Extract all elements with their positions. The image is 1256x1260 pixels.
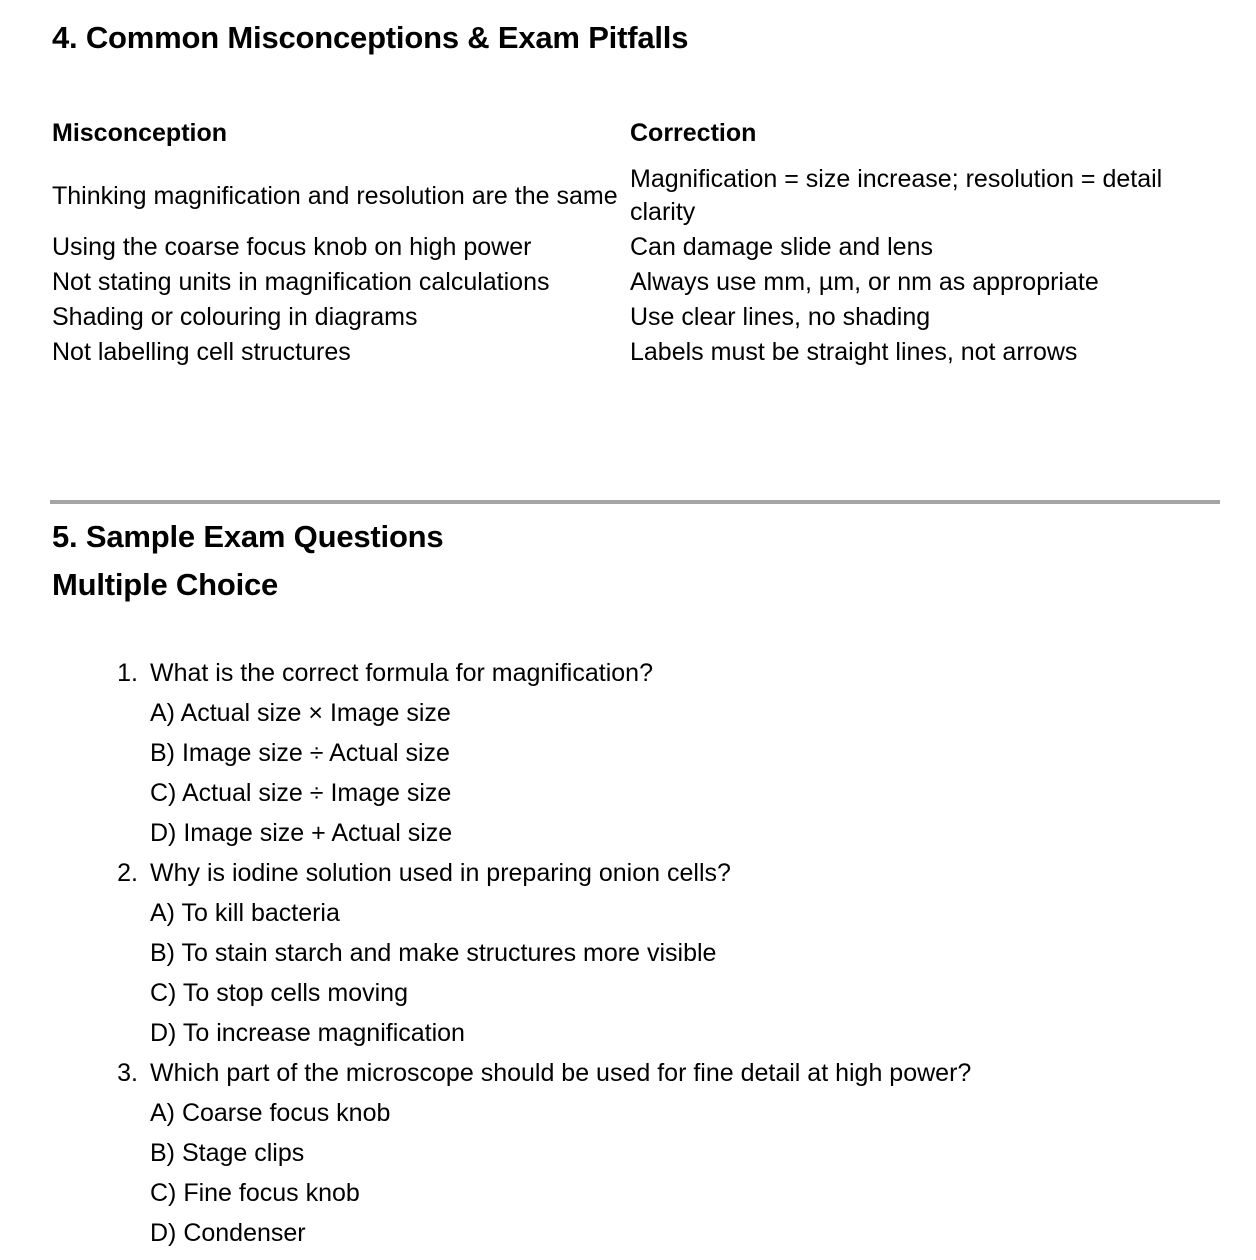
question-text: What is the correct formula for magnification?: [150, 659, 653, 687]
table-row: [52, 265, 1222, 300]
option-list: [150, 893, 1240, 1053]
cell-misconception: Not labelling cell structures: [52, 338, 351, 366]
misconceptions-table: [52, 118, 1222, 370]
cell-correction: Use clear lines, no shading: [630, 303, 931, 331]
option-item[interactable]: B) To stain starch and make structures more visible: [150, 939, 717, 967]
option-item[interactable]: C) Actual size ÷ Image size: [150, 779, 452, 807]
cell-misconception: Shading or colouring in diagrams: [52, 303, 418, 331]
question-item: [60, 653, 1240, 853]
option-item[interactable]: D) Condenser: [150, 1219, 306, 1247]
cell-correction: Always use mm, µm, or nm as appropriate: [630, 268, 1099, 296]
section-divider: [50, 500, 1220, 504]
section-5-heading: 5. Sample Exam Questions: [52, 519, 444, 554]
table-row: [52, 335, 1222, 370]
option-item[interactable]: D) Image size + Actual size: [150, 819, 453, 847]
option-item[interactable]: A) Actual size × Image size: [150, 699, 451, 727]
table-row: [52, 162, 1222, 230]
question-list: [60, 653, 1240, 1253]
question-number: 1.: [117, 659, 138, 687]
option-list: [150, 1093, 1240, 1253]
question-text: Which part of the microscope should be used for fine detail at high power?: [150, 1059, 972, 1087]
cell-misconception: Using the coarse focus knob on high power: [52, 233, 532, 261]
option-item[interactable]: B) Stage clips: [150, 1139, 305, 1167]
column-header-misconception: Misconception: [52, 119, 228, 147]
question-item: [60, 1053, 1240, 1253]
question-text: Why is iodine solution used in preparing onion cells?: [150, 859, 731, 887]
question-number: 2.: [117, 859, 138, 887]
option-item[interactable]: D) To increase magnification: [150, 1019, 465, 1047]
option-item[interactable]: A) To kill bacteria: [150, 899, 340, 927]
option-item[interactable]: B) Image size ÷ Actual size: [150, 739, 450, 767]
cell-correction: Labels must be straight lines, not arrows: [630, 338, 1078, 366]
table-header-row: [52, 118, 1222, 162]
question-number: 3.: [117, 1059, 138, 1087]
cell-correction: Magnification = size increase; resolution = detail clarity: [630, 165, 1163, 226]
cell-correction: Can damage slide and lens: [630, 233, 933, 261]
multiple-choice-subheading: Multiple Choice: [52, 567, 279, 602]
option-item[interactable]: C) Fine focus knob: [150, 1179, 360, 1207]
cell-misconception: Thinking magnification and resolution are the same: [52, 181, 618, 210]
section-4-heading: 4. Common Misconceptions & Exam Pitfalls: [52, 20, 689, 55]
misconceptions-table-body: [52, 162, 1222, 370]
option-item[interactable]: C) To stop cells moving: [150, 979, 408, 1007]
table-row: [52, 300, 1222, 335]
option-item[interactable]: A) Coarse focus knob: [150, 1099, 391, 1127]
column-header-correction: Correction: [630, 119, 757, 147]
cell-misconception: Not stating units in magnification calculations: [52, 268, 550, 296]
option-list: [150, 693, 1240, 853]
question-item: [60, 853, 1240, 1053]
table-row: [52, 230, 1222, 265]
